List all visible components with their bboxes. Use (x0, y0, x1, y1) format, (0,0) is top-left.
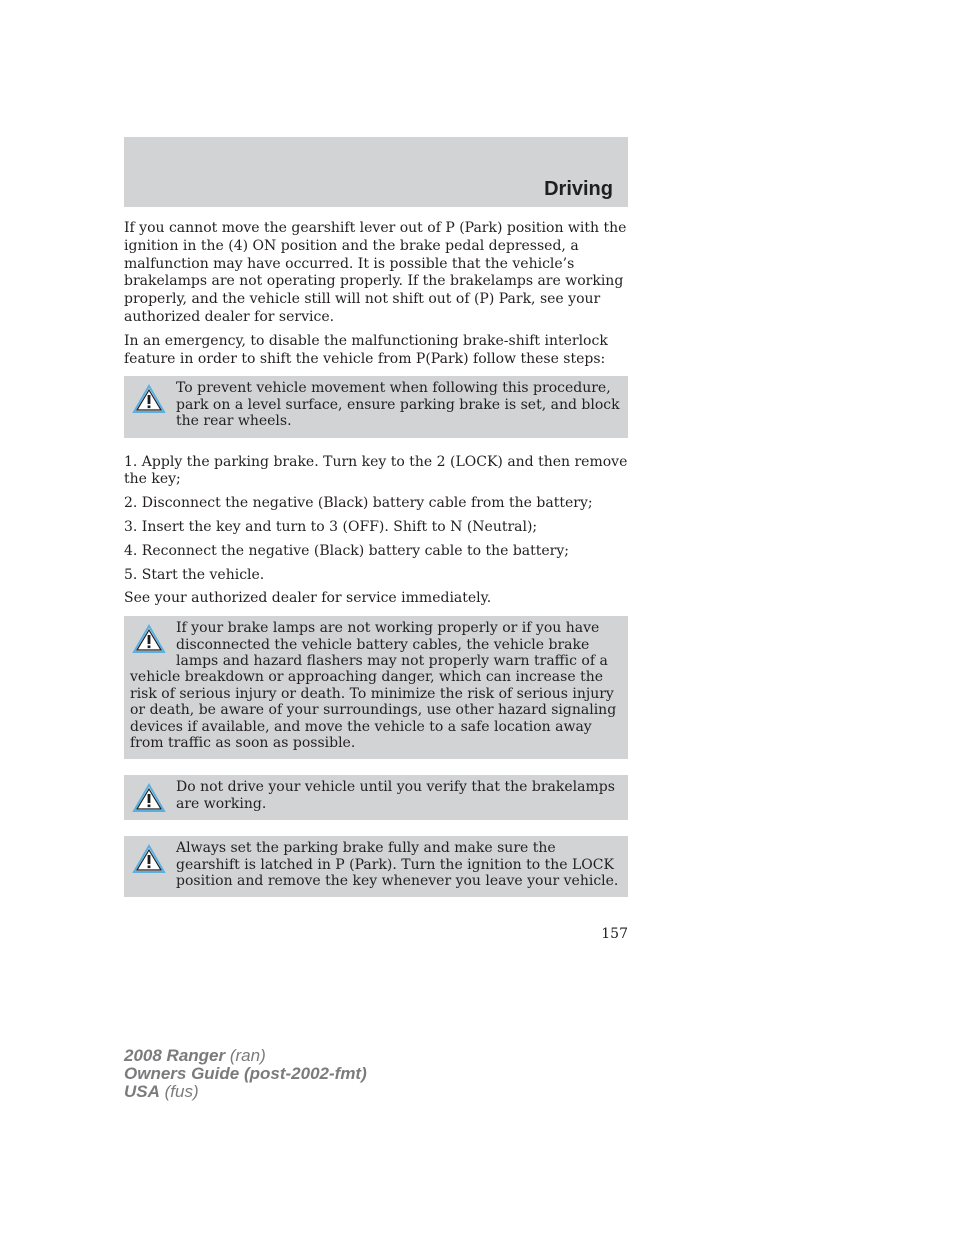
warning-box-parking-brake (124, 836, 628, 897)
section-header-band (124, 137, 628, 207)
footer-model-code: (ran) (229, 1046, 266, 1065)
warning-triangle-icon (132, 783, 166, 813)
footer-region-code: (fus) (164, 1082, 199, 1101)
step-2: 2. Disconnect the negative (Black) battery cable from the battery; (124, 495, 593, 512)
document-footer (124, 1047, 367, 1101)
section-title: Driving (544, 178, 613, 200)
footer-region: USA (124, 1082, 160, 1101)
footer-guide-line (124, 1065, 367, 1083)
emergency-paragraph: In an emergency, to disable the malfunctioning brake-shift interlock feature in order to shift the vehicle from P(Park) follow these steps: (124, 332, 608, 367)
page-content (124, 220, 628, 897)
step-4: 4. Reconnect the negative (Black) battery cable to the battery; (124, 542, 569, 559)
warning-triangle-icon (132, 384, 166, 414)
warning-text: To prevent vehicle movement when following this procedure, park on a level surface, ensure parking brake is set, and block the rear wheels. (176, 380, 620, 430)
footer-region-line (124, 1083, 367, 1101)
warning-text: Do not drive your vehicle until you verify that the brakelamps are working. (176, 779, 615, 812)
footer-guide: Owners Guide (post-2002-fmt) (124, 1064, 367, 1083)
step-5: 5. Start the vehicle. (124, 566, 265, 583)
warning-box-verify-brakelamps (124, 775, 628, 820)
warning-text: If your brake lamps are not working properly or if you have disconnected the vehicle battery cables, the vehicle brake lamps and hazard flashers may not properly warn traffic of a vehicle breakdown or approaching danger, which can increase the risk of serious injury or death. To minimize the risk of serious injury or death, be aware of your surroundings, use other hazard signaling devices if available, and move the vehicle to a safe location away from traffic as soon as possible. (130, 620, 617, 752)
footer-model: 2008 Ranger (124, 1046, 226, 1065)
warning-text: Always set the parking brake fully and make sure the gearshift is latched in P (Park). Turn the ignition to the LOCK position and remove the key whenever you leave your vehicle. (176, 840, 619, 890)
warning-box-brake-lamps (124, 616, 628, 759)
intro-paragraph: If you cannot move the gearshift lever out of P (Park) position with the ignition in the (4) ON position and the brake pedal depressed, a malfunction may have occurred. It is possible that the vehicle’s brakelamps are not operating properly. If the brakelamps are working properly, and the vehicle still will not shift out of (P) Park, see your authorized dealer for service. (124, 220, 627, 325)
warning-box-block-wheels (124, 376, 628, 437)
step-3: 3. Insert the key and turn to 3 (OFF). Shift to N (Neutral); (124, 518, 538, 535)
warning-triangle-icon (132, 844, 166, 874)
warning-triangle-icon (132, 624, 166, 654)
step-1: 1. Apply the parking brake. Turn key to the 2 (LOCK) and then remove the key; (124, 453, 628, 488)
footer-model-line (124, 1047, 367, 1065)
page-number: 157 (601, 926, 628, 942)
service-note: See your authorized dealer for service immediately. (124, 590, 492, 607)
